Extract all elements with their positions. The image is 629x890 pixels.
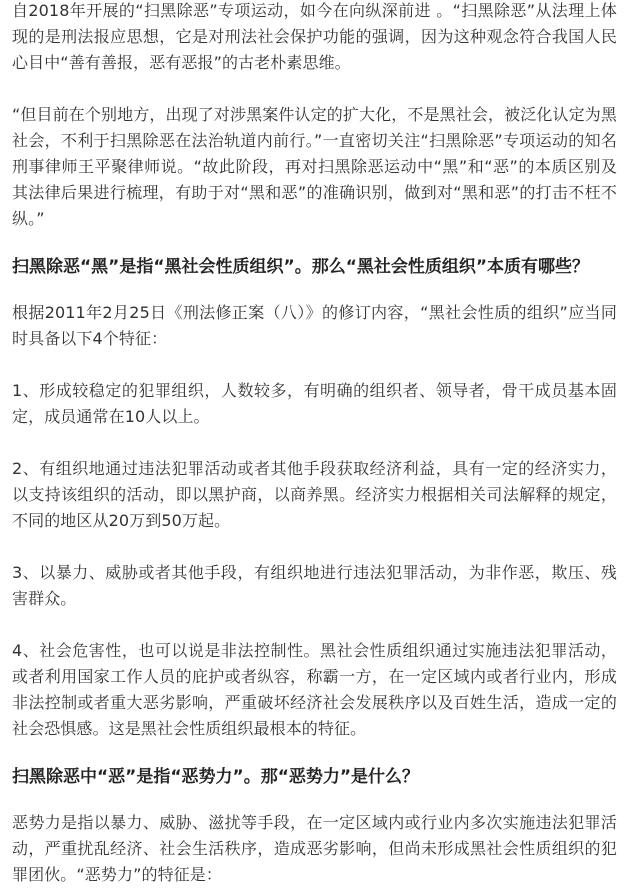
paragraph-lawyer-quote: “但目前在个别地方，出现了对涉黑案件认定的扩大化，不是黑社会，被泛化认定为黑社会，不利于扫黑除恶在法治轨道内前行。”一直密切关注“扫黑除恶”专项运动的知名刑事律师王平聚律师说。“故此阶段，再对扫黑除恶运动中“黑”和“恶”的本质区别及其法律后果进行梳理，有助于对“黑和恶”的准确识别，做到对“黑和恶”的打击不枉不纵。”	[12, 105, 617, 228]
section-heading-e: 扫黑除恶中“恶”是指“恶势力”。那“恶势力”是什么？	[12, 767, 420, 787]
paragraph-e-definition: 恶势力是指以暴力、威胁、滋扰等手段，在一定区域内或行业内多次实施违法犯罪活动，严重扰乱经济、社会生活秩序，造成恶劣影响，但尚未形成黑社会性质组织的犯罪团伙。“恶势力”的特征是：	[12, 813, 617, 884]
paragraph-intro: 自2018年开展的“扫黑除恶”专项运动，如今在向纵深前进 。“扫黑除恶”从法理上体现的是刑法报应思想，它是对刑法社会保护功能的强调，因为这种观念符合我国人民心目中“善有善报，恶有恶报”的古老朴素思维。	[12, 1, 617, 72]
section-heading-hei: 扫黑除恶“黑”是指“黑社会性质组织”。那么“黑社会性质组织”本质有哪些？	[12, 257, 590, 277]
paragraph-feature-4: 4、社会危害性，也可以说是非法控制性。黑社会性质组织通过实施违法犯罪活动，或者利用国家工作人员的庇护或者纵容，称霸一方，在一定区域内或者行业内，形成非法控制或者重大恶劣影响，严重破坏经济社会发展秩序以及百姓生活，造成一定的社会恐惧感。这是黑社会性质组织最根本的特征。	[12, 641, 617, 738]
paragraph-features-intro: 根据2011年2月25日《刑法修正案（八）》的修订内容，“黑社会性质的组织”应当同时具备以下4个特征：	[12, 303, 617, 348]
paragraph-feature-3: 3、以暴力、威胁或者其他手段，有组织地进行违法犯罪活动，为非作恶，欺压、残害群众。	[12, 563, 617, 608]
paragraph-feature-2: 2、有组织地通过违法犯罪活动或者其他手段获取经济利益，具有一定的经济实力，以支持该组织的活动，即以黑护商，以商养黑。经济实力根据相关司法解释的规定，不同的地区从20万到50万起。	[12, 459, 617, 530]
paragraph-feature-1: 1、形成较稳定的犯罪组织，人数较多，有明确的组织者、领导者，骨干成员基本固定，成员通常在10人以上。	[12, 381, 617, 426]
